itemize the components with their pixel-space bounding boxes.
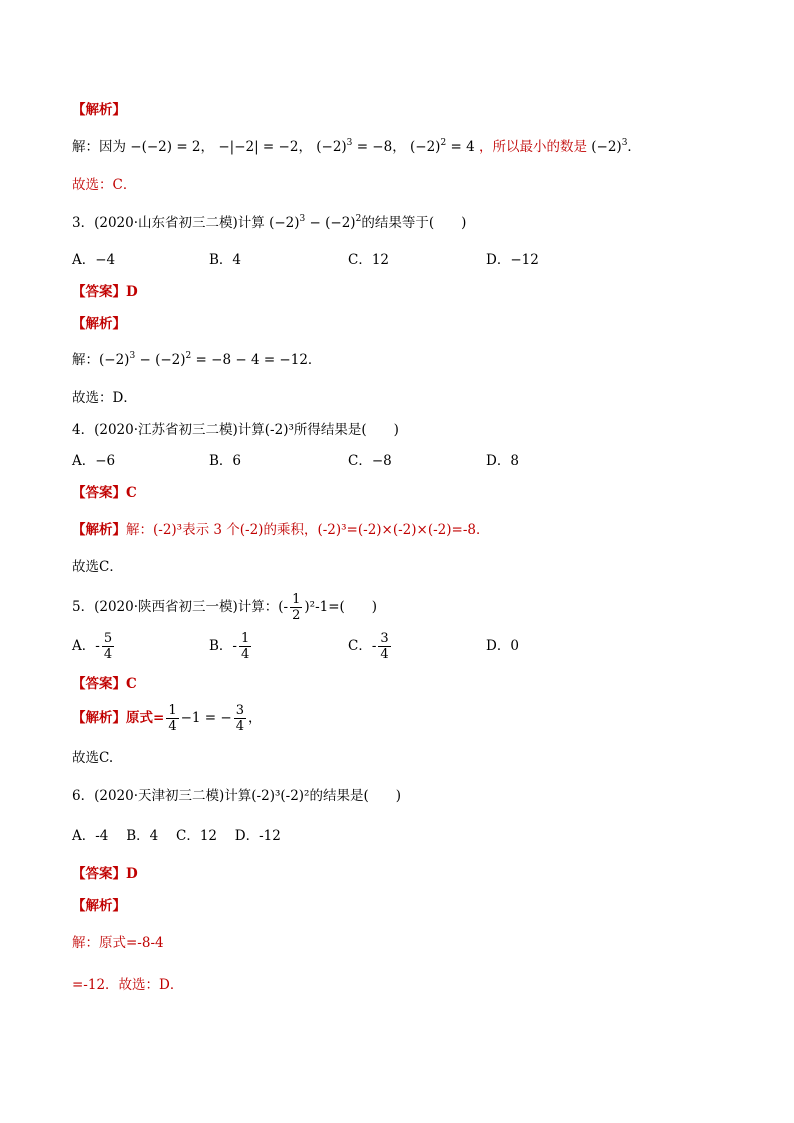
numerator: 3 bbox=[380, 631, 389, 646]
q6-stem: 6．(2020·天津初三二模)计算(-2)³(-2)²的结果是( ) bbox=[72, 788, 401, 804]
denominator: 4 bbox=[380, 647, 389, 662]
option-d: D．0 bbox=[486, 638, 519, 654]
option-b: B．4 bbox=[209, 252, 242, 268]
exponent: 3 bbox=[129, 351, 136, 361]
q6-options: A．-4 B．4 C．12 D．-12 bbox=[72, 828, 281, 844]
option-c: C．−8 bbox=[348, 453, 392, 469]
option-label: C．- bbox=[348, 638, 377, 654]
numerator: 1 bbox=[240, 631, 250, 646]
expr: −|−2| = −2 bbox=[218, 139, 299, 155]
q5-conclusion: 故选C. bbox=[72, 750, 114, 766]
q2-solution bbox=[72, 138, 641, 156]
analysis-label: 【解析】原式= bbox=[72, 710, 165, 726]
stem-text: 3．(2020·山东省初三二模)计算 bbox=[72, 215, 265, 231]
denominator: 4 bbox=[235, 719, 244, 734]
q5-analysis bbox=[72, 700, 261, 736]
fraction bbox=[290, 592, 302, 623]
conclusion-text: 故选：C． bbox=[72, 177, 137, 193]
option-a bbox=[72, 629, 116, 663]
q5-stem bbox=[72, 592, 377, 623]
exponent: 2 bbox=[355, 214, 362, 224]
expr: (−2) bbox=[591, 139, 622, 155]
option-d: D．8 bbox=[486, 453, 519, 469]
numerator: 1 bbox=[292, 592, 301, 607]
option-label: B．- bbox=[209, 638, 237, 654]
denominator: 4 bbox=[240, 647, 250, 662]
analysis-text: 解：(-2)³表示 3 个(-2)的乘积，(-2)³=(-2)×(-2)×(-2)=-8． bbox=[126, 522, 490, 538]
analysis-label: 【解析】 bbox=[72, 522, 126, 538]
stem-text: )²-1=( ) bbox=[304, 599, 378, 615]
q3-analysis-label: 【解析】 bbox=[72, 316, 126, 332]
q6-solution: 解：原式=-8-4 bbox=[72, 935, 164, 951]
option-d: D．−12 bbox=[486, 252, 539, 268]
q3-answer: 【答案】D bbox=[72, 284, 138, 300]
option-b bbox=[209, 629, 253, 663]
tail-text: ，所以最小的数是 bbox=[478, 139, 587, 155]
exponent: 2 bbox=[440, 138, 447, 148]
exponent: 2 bbox=[185, 351, 192, 361]
fraction bbox=[166, 703, 178, 734]
exponent: 3 bbox=[346, 138, 353, 148]
stem-text: 的结果等于( ) bbox=[361, 215, 467, 231]
fraction bbox=[234, 703, 246, 734]
expr: = 4 bbox=[446, 139, 475, 155]
numerator: 1 bbox=[168, 703, 177, 718]
denominator: 4 bbox=[103, 647, 113, 662]
q6-conclusion: =-12．故选：D． bbox=[72, 977, 184, 993]
q4-answer: 【答案】C bbox=[72, 485, 137, 501]
option-c bbox=[348, 629, 393, 663]
expr: (−2) bbox=[99, 352, 130, 368]
expr: (−2) bbox=[410, 139, 441, 155]
solution-prefix: 解：因为 bbox=[72, 139, 126, 155]
exponent: 3 bbox=[299, 214, 306, 224]
q6-analysis-label: 【解析】 bbox=[72, 898, 126, 914]
sep: ， bbox=[200, 139, 215, 155]
q2-conclusion bbox=[72, 176, 136, 194]
stem-text: 5．(2020·陕西省初三一模)计算：(- bbox=[72, 599, 289, 615]
option-c: C．12 bbox=[348, 252, 390, 268]
fraction bbox=[102, 631, 114, 662]
sep: ， bbox=[392, 139, 406, 155]
expr: = −8 bbox=[352, 139, 393, 155]
expr: (−2) bbox=[316, 139, 347, 155]
end: ， bbox=[247, 710, 262, 726]
numerator: 3 bbox=[235, 703, 244, 718]
q4-conclusion: 故选C． bbox=[72, 559, 123, 575]
numerator: 5 bbox=[103, 631, 113, 646]
q6-answer: 【答案】D bbox=[72, 866, 138, 882]
analysis-label: 【解析】 bbox=[72, 102, 126, 118]
sep: ， bbox=[298, 139, 312, 155]
q4-stem: 4．(2020·江苏省初三二模)计算(-2)³所得结果是( ) bbox=[72, 422, 399, 438]
denominator: 4 bbox=[168, 719, 177, 734]
end: ． bbox=[627, 139, 641, 155]
solution-prefix: 解： bbox=[72, 352, 99, 368]
fraction bbox=[239, 631, 251, 662]
denominator: 2 bbox=[292, 608, 301, 623]
expr: = −8 − 4 = −12． bbox=[191, 352, 322, 368]
expr: −(−2) = 2 bbox=[130, 139, 201, 155]
expr: −1 = − bbox=[180, 710, 232, 726]
expr: − (−2) bbox=[135, 352, 186, 368]
option-a: A．−6 bbox=[72, 453, 116, 469]
option-b: B．6 bbox=[209, 453, 242, 469]
q3-stem bbox=[72, 214, 466, 232]
fraction bbox=[378, 631, 390, 662]
option-a: A．−4 bbox=[72, 252, 116, 268]
expr: − (−2) bbox=[305, 215, 356, 231]
q3-conclusion: 故选：D． bbox=[72, 390, 137, 406]
option-label: A．- bbox=[72, 638, 100, 654]
q3-solution bbox=[72, 351, 321, 369]
q4-analysis bbox=[72, 521, 490, 539]
q5-answer: 【答案】C bbox=[72, 676, 137, 692]
expr: (−2) bbox=[269, 215, 300, 231]
exponent: 3 bbox=[621, 138, 628, 148]
